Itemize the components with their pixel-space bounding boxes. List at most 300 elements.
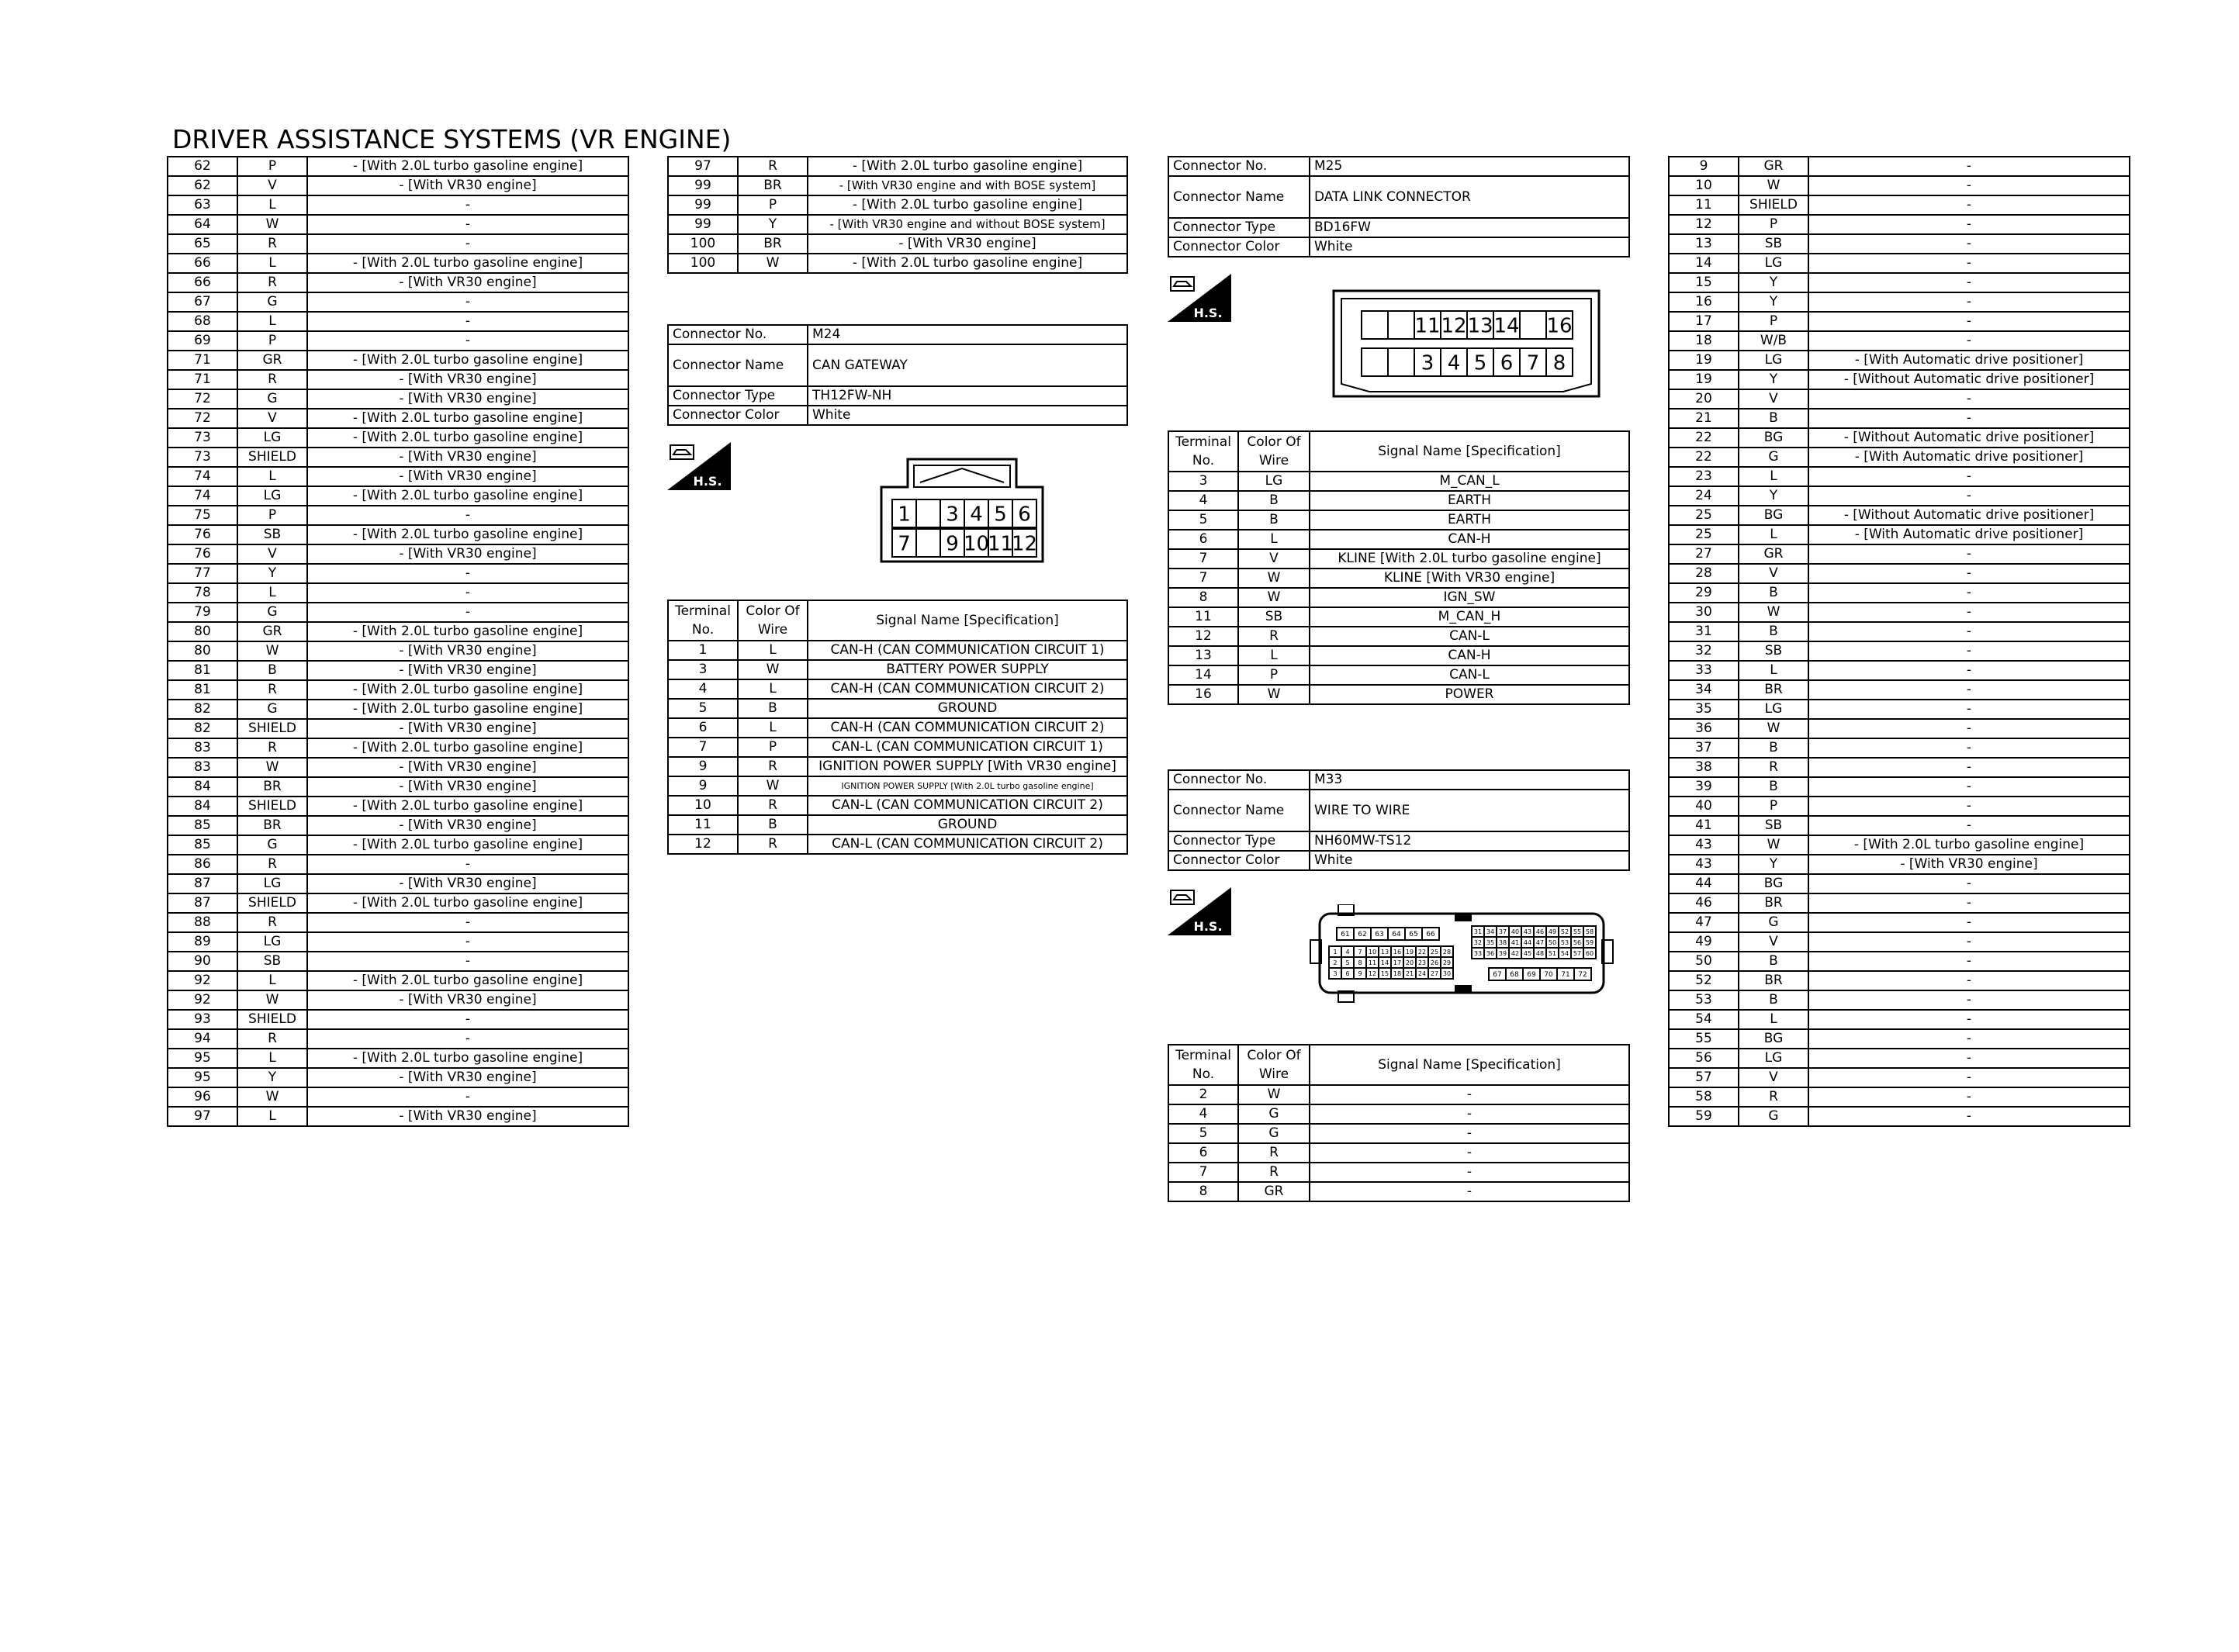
connector-pin bbox=[1520, 311, 1546, 339]
wire-color-cell: G bbox=[237, 700, 307, 719]
table-row bbox=[168, 1029, 628, 1049]
table-row bbox=[168, 913, 628, 932]
terminal-no-cell: 82 bbox=[168, 700, 237, 719]
table-row bbox=[168, 544, 628, 564]
wire-color-cell: L bbox=[237, 467, 307, 486]
wire-color-cell: Y bbox=[1739, 273, 1808, 292]
wire-color-cell: GR bbox=[237, 351, 307, 370]
table-row bbox=[1669, 797, 2130, 816]
terminal-no-cell: 84 bbox=[168, 777, 237, 797]
terminal-no-cell: 87 bbox=[168, 893, 237, 913]
connector-pin-label: 24 bbox=[1417, 969, 1427, 977]
table-row bbox=[1168, 1143, 1629, 1163]
signal-name-cell: - [With 2.0L turbo gasoline engine] bbox=[307, 622, 628, 641]
connector-pin-label: 67 bbox=[1493, 971, 1502, 980]
wire-color-cell: SB bbox=[1739, 641, 1808, 661]
terminal-no-cell: 79 bbox=[168, 603, 237, 622]
terminal-no-cell: 71 bbox=[168, 351, 237, 370]
table-row bbox=[1669, 622, 2130, 641]
signal-name-cell: - bbox=[1808, 409, 2130, 428]
wire-color-cell: L bbox=[738, 641, 808, 660]
connector-pin-label: 10 bbox=[1368, 948, 1377, 956]
connector-type-value: BD16FW bbox=[1310, 218, 1629, 237]
wire-color-cell: LG bbox=[237, 932, 307, 952]
table-row bbox=[1669, 312, 2130, 331]
signal-name-cell: - [With 2.0L turbo gasoline engine] bbox=[808, 157, 1127, 176]
connector-pin-label: 46 bbox=[1535, 928, 1545, 935]
terminal-no-cell: 39 bbox=[1669, 777, 1739, 797]
terminal-no-cell: 35 bbox=[1669, 700, 1739, 719]
terminal-no-cell: 16 bbox=[1669, 292, 1739, 312]
wire-color-cell: V bbox=[237, 544, 307, 564]
connector-pin-label: 2 bbox=[1333, 959, 1338, 966]
terminal-no-cell: 64 bbox=[168, 215, 237, 234]
table-row bbox=[668, 796, 1127, 815]
connector-pin-label: 27 bbox=[1430, 969, 1439, 977]
table-row bbox=[1168, 569, 1629, 588]
signal-name-cell: CAN-H bbox=[1310, 646, 1629, 665]
connector-pin-label: 8 bbox=[1552, 351, 1566, 375]
terminal-no-cell: 80 bbox=[168, 622, 237, 641]
signal-name-cell: - [With VR30 engine] bbox=[307, 874, 628, 893]
terminal-no-cell: 17 bbox=[1669, 312, 1739, 331]
terminal-table-m24 bbox=[667, 600, 1128, 855]
table-row bbox=[1669, 680, 2130, 700]
wire-color-cell: B bbox=[738, 699, 808, 718]
table-row bbox=[168, 234, 628, 254]
signal-name-cell: - bbox=[307, 952, 628, 971]
wire-color-cell: B bbox=[1238, 510, 1310, 530]
table-row bbox=[1669, 292, 2130, 312]
terminal-no-cell: 62 bbox=[168, 157, 237, 176]
signal-name-cell: - [With VR30 engine] bbox=[307, 544, 628, 564]
terminal-no-cell: 83 bbox=[168, 738, 237, 758]
wire-color-cell: R bbox=[237, 680, 307, 700]
terminal-no-cell: 71 bbox=[168, 370, 237, 389]
connector-pin-label: 18 bbox=[1393, 969, 1402, 977]
header-terminal-no: Terminal No. bbox=[668, 600, 738, 641]
signal-name-cell: - bbox=[1808, 603, 2130, 622]
signal-name-cell: - bbox=[1310, 1085, 1629, 1104]
terminal-no-cell: 69 bbox=[168, 331, 237, 351]
terminal-no-cell: 89 bbox=[168, 932, 237, 952]
signal-name-cell: - bbox=[1808, 874, 2130, 893]
connector-pin-label: 5 bbox=[1345, 959, 1350, 966]
wire-color-cell: L bbox=[738, 718, 808, 738]
wire-color-cell: R bbox=[1739, 758, 1808, 777]
signal-name-cell: - [With VR30 engine and without BOSE system] bbox=[808, 215, 1127, 234]
terminal-no-cell: 24 bbox=[1669, 486, 1739, 506]
wire-color-cell: W/B bbox=[1739, 331, 1808, 351]
terminal-no-cell: 81 bbox=[168, 680, 237, 700]
wire-color-cell: Y bbox=[738, 215, 808, 234]
wire-color-cell: BR bbox=[1739, 971, 1808, 990]
terminal-no-cell: 22 bbox=[1669, 448, 1739, 467]
signal-name-cell: - bbox=[1808, 680, 2130, 700]
table-row bbox=[168, 331, 628, 351]
terminal-no-cell: 20 bbox=[1669, 389, 1739, 409]
table-row bbox=[1669, 816, 2130, 835]
signal-name-cell: CAN-L (CAN COMMUNICATION CIRCUIT 1) bbox=[808, 738, 1127, 757]
table-row bbox=[1168, 510, 1629, 530]
wire-color-cell: GR bbox=[1238, 1182, 1310, 1201]
terminal-no-cell: 3 bbox=[668, 660, 738, 679]
connector-pin-label: 4 bbox=[1345, 948, 1350, 956]
signal-name-cell: - [With VR30 engine] bbox=[307, 448, 628, 467]
table-row bbox=[668, 718, 1127, 738]
connector-pin-label: 5 bbox=[1473, 351, 1487, 375]
connector-no-value: M25 bbox=[1310, 157, 1629, 176]
table-row bbox=[168, 448, 628, 467]
wire-color-cell: V bbox=[1739, 1068, 1808, 1087]
terminal-no-cell: 31 bbox=[1669, 622, 1739, 641]
wire-color-cell: LG bbox=[1739, 254, 1808, 273]
connector-pin-label: 30 bbox=[1442, 969, 1452, 977]
table-row bbox=[168, 661, 628, 680]
connector-type-value: TH12FW-NH bbox=[808, 386, 1127, 406]
signal-name-cell: - [With VR30 engine] bbox=[307, 176, 628, 195]
connector-color-value: White bbox=[808, 406, 1127, 425]
signal-name-cell: - bbox=[307, 506, 628, 525]
connector-pin-label: 39 bbox=[1498, 949, 1507, 957]
wire-color-cell: W bbox=[237, 215, 307, 234]
wire-color-cell: L bbox=[1739, 661, 1808, 680]
table-row bbox=[1669, 855, 2130, 874]
signal-name-cell: - bbox=[1808, 816, 2130, 835]
signal-name-cell: CAN-H (CAN COMMUNICATION CIRCUIT 2) bbox=[808, 718, 1127, 738]
connector-pin-label: 7 bbox=[898, 532, 911, 556]
connector-pin bbox=[1362, 311, 1388, 339]
terminal-no-cell: 43 bbox=[1669, 855, 1739, 874]
connector-pin-label: 7 bbox=[1526, 351, 1540, 375]
table-row bbox=[168, 176, 628, 195]
signal-name-cell: - bbox=[307, 234, 628, 254]
signal-name-cell: - bbox=[1808, 583, 2130, 603]
signal-name-cell: - bbox=[1808, 738, 2130, 758]
wire-color-cell: P bbox=[237, 331, 307, 351]
terminal-no-cell: 99 bbox=[668, 195, 738, 215]
wire-color-cell: Y bbox=[1739, 370, 1808, 389]
signal-name-cell: - [With VR30 engine] bbox=[1808, 855, 2130, 874]
wire-color-cell: P bbox=[237, 506, 307, 525]
terminal-no-cell: 47 bbox=[1669, 913, 1739, 932]
wire-color-cell: L bbox=[1238, 530, 1310, 549]
connector-pin-label: 63 bbox=[1375, 931, 1384, 939]
terminal-no-cell: 11 bbox=[668, 815, 738, 835]
terminal-no-cell: 87 bbox=[168, 874, 237, 893]
table-row bbox=[168, 564, 628, 583]
wire-color-cell: BG bbox=[1739, 874, 1808, 893]
terminal-no-cell: 28 bbox=[1669, 564, 1739, 583]
connector-pin-label: 32 bbox=[1473, 938, 1483, 946]
signal-name-cell: - [With VR30 engine] bbox=[307, 719, 628, 738]
wire-color-cell: SB bbox=[1739, 234, 1808, 254]
table-row bbox=[1669, 641, 2130, 661]
table-row bbox=[168, 1068, 628, 1087]
wire-color-cell: Y bbox=[1739, 486, 1808, 506]
wire-color-cell: SB bbox=[237, 952, 307, 971]
table-row bbox=[668, 660, 1127, 679]
connector-pin-label: 12 bbox=[1441, 314, 1467, 338]
signal-name-cell: IGN_SW bbox=[1310, 588, 1629, 607]
signal-name-cell: - bbox=[1808, 971, 2130, 990]
wire-color-cell: L bbox=[237, 195, 307, 215]
wire-color-cell: SB bbox=[1238, 607, 1310, 627]
connector-pin-label: 15 bbox=[1380, 969, 1389, 977]
wire-color-cell: B bbox=[1739, 738, 1808, 758]
connector-pin-label: 1 bbox=[1333, 948, 1338, 956]
signal-name-cell: - bbox=[1808, 1029, 2130, 1049]
connector-pin-label: 34 bbox=[1486, 928, 1495, 935]
table-row bbox=[1168, 1124, 1629, 1143]
wire-color-cell: SB bbox=[237, 525, 307, 544]
signal-name-cell: - bbox=[1808, 312, 2130, 331]
wire-color-cell: G bbox=[1739, 448, 1808, 467]
terminal-no-cell: 55 bbox=[1669, 1029, 1739, 1049]
signal-name-cell: CAN-H bbox=[1310, 530, 1629, 549]
table-row bbox=[1669, 661, 2130, 680]
signal-name-cell: - bbox=[307, 312, 628, 331]
signal-name-cell: - bbox=[307, 331, 628, 351]
table-row bbox=[1168, 1085, 1629, 1104]
terminal-no-cell: 2 bbox=[1168, 1085, 1238, 1104]
wire-color-cell: G bbox=[237, 835, 307, 855]
connector-pin-label: 68 bbox=[1510, 971, 1519, 980]
terminal-no-cell: 80 bbox=[168, 641, 237, 661]
wire-color-cell: R bbox=[738, 757, 808, 776]
signal-name-cell: - [With 2.0L turbo gasoline engine] bbox=[307, 525, 628, 544]
terminal-no-cell: 100 bbox=[668, 254, 738, 273]
connector-pin-label: 14 bbox=[1380, 959, 1389, 966]
connector-pin-label: 72 bbox=[1578, 971, 1587, 980]
wire-color-cell: G bbox=[1739, 913, 1808, 932]
table-row bbox=[168, 351, 628, 370]
signal-name-cell: GROUND bbox=[808, 815, 1127, 835]
table-row bbox=[668, 176, 1127, 195]
table-row bbox=[1669, 758, 2130, 777]
terminal-no-cell: 88 bbox=[168, 913, 237, 932]
signal-name-cell: - [Without Automatic drive positioner] bbox=[1808, 370, 2130, 389]
table-row bbox=[1669, 835, 2130, 855]
terminal-no-cell: 5 bbox=[668, 699, 738, 718]
table-row bbox=[168, 389, 628, 409]
wire-color-cell: BR bbox=[738, 234, 808, 254]
signal-name-cell: - bbox=[307, 913, 628, 932]
table-row bbox=[168, 835, 628, 855]
signal-name-cell: - bbox=[1310, 1124, 1629, 1143]
table-row bbox=[1669, 486, 2130, 506]
connector-pin-label: 13 bbox=[1380, 948, 1389, 956]
connector-pin-label: 61 bbox=[1341, 931, 1350, 939]
table-row bbox=[168, 680, 628, 700]
connector-pin-label: 6 bbox=[1500, 351, 1514, 375]
connector-pin-label: 70 bbox=[1544, 971, 1553, 980]
wire-color-cell: L bbox=[1739, 467, 1808, 486]
table-row bbox=[168, 506, 628, 525]
table-row bbox=[668, 215, 1127, 234]
signal-name-cell: - [With 2.0L turbo gasoline engine] bbox=[307, 797, 628, 816]
table-row bbox=[1669, 1010, 2130, 1029]
signal-name-cell: IGNITION POWER SUPPLY [With 2.0L turbo gasoline engine] bbox=[808, 776, 1127, 796]
wire-color-cell: B bbox=[1739, 583, 1808, 603]
table-row bbox=[1669, 157, 2130, 176]
terminal-table-col2 bbox=[667, 156, 1128, 274]
connector-pin-label: 21 bbox=[1405, 969, 1414, 977]
table-row bbox=[1669, 331, 2130, 351]
wire-color-cell: W bbox=[237, 1087, 307, 1107]
connector-pin-label: 11 bbox=[1414, 314, 1441, 338]
connector-pin-label: 29 bbox=[1442, 959, 1452, 966]
signal-name-cell: M_CAN_L bbox=[1310, 472, 1629, 491]
wire-color-cell: P bbox=[1238, 665, 1310, 685]
terminal-no-cell: 58 bbox=[1669, 1087, 1739, 1107]
terminal-no-cell: 85 bbox=[168, 835, 237, 855]
terminal-no-cell: 9 bbox=[668, 757, 738, 776]
connector-pin-label: 6 bbox=[1345, 969, 1350, 977]
wire-color-cell: W bbox=[1739, 719, 1808, 738]
wire-color-cell: V bbox=[237, 176, 307, 195]
connector-pin-label: 3 bbox=[946, 503, 959, 527]
signal-name-cell: - bbox=[307, 292, 628, 312]
connector-pin-label: 1 bbox=[898, 503, 911, 527]
signal-name-cell: - bbox=[307, 583, 628, 603]
table-row bbox=[168, 874, 628, 893]
connector-pin-label: 28 bbox=[1442, 948, 1452, 956]
connector-pin bbox=[916, 529, 940, 557]
wire-color-cell: L bbox=[1739, 1010, 1808, 1029]
terminal-no-cell: 8 bbox=[1168, 588, 1238, 607]
signal-name-cell: - bbox=[1310, 1182, 1629, 1201]
signal-name-cell: - [With 2.0L turbo gasoline engine] bbox=[307, 738, 628, 758]
table-row bbox=[168, 622, 628, 641]
wire-color-cell: V bbox=[1739, 932, 1808, 952]
table-row bbox=[168, 603, 628, 622]
terminal-no-cell: 52 bbox=[1669, 971, 1739, 990]
wire-color-cell: BG bbox=[1739, 506, 1808, 525]
connector-pin-label: 25 bbox=[1430, 948, 1439, 956]
signal-name-cell: - bbox=[1808, 544, 2130, 564]
table-row bbox=[668, 641, 1127, 660]
connector-pin-label: 37 bbox=[1498, 928, 1507, 935]
connector-color-label: Connector Color bbox=[1168, 237, 1310, 257]
connector-pin-label: 50 bbox=[1548, 938, 1557, 946]
wire-color-cell: R bbox=[1238, 1163, 1310, 1182]
wire-color-cell: R bbox=[237, 913, 307, 932]
terminal-no-cell: 32 bbox=[1669, 641, 1739, 661]
terminal-no-cell: 92 bbox=[168, 990, 237, 1010]
connector-pin-label: 44 bbox=[1523, 938, 1532, 946]
connector-pin-label: 3 bbox=[1421, 351, 1434, 375]
table-row bbox=[1669, 874, 2130, 893]
table-row bbox=[168, 971, 628, 990]
signal-name-cell: - bbox=[1808, 292, 2130, 312]
signal-name-cell: - bbox=[1808, 932, 2130, 952]
connector-pin-label: 4 bbox=[970, 503, 983, 527]
signal-name-cell: - bbox=[1808, 797, 2130, 816]
header-color-of-wire: Color Of Wire bbox=[1238, 431, 1310, 472]
terminal-no-cell: 10 bbox=[668, 796, 738, 815]
terminal-no-cell: 72 bbox=[168, 389, 237, 409]
signal-name-cell: - [With Automatic drive positioner] bbox=[1808, 448, 2130, 467]
connector-pin-label: 16 bbox=[1393, 948, 1402, 956]
wire-color-cell: G bbox=[237, 389, 307, 409]
terminal-no-cell: 25 bbox=[1669, 525, 1739, 544]
connector-type-label: Connector Type bbox=[1168, 218, 1310, 237]
signal-name-cell: - [With Automatic drive positioner] bbox=[1808, 351, 2130, 370]
terminal-no-cell: 1 bbox=[668, 641, 738, 660]
wire-color-cell: P bbox=[738, 738, 808, 757]
signal-name-cell: - [Without Automatic drive positioner] bbox=[1808, 428, 2130, 448]
connector-pin-label: 33 bbox=[1473, 949, 1483, 957]
signal-name-cell: - bbox=[307, 855, 628, 874]
connector-pin bbox=[1362, 348, 1388, 376]
terminal-no-cell: 41 bbox=[1669, 816, 1739, 835]
terminal-no-cell: 72 bbox=[168, 409, 237, 428]
terminal-no-cell: 38 bbox=[1669, 758, 1739, 777]
signal-name-cell: - [With 2.0L turbo gasoline engine] bbox=[307, 1049, 628, 1068]
terminal-no-cell: 19 bbox=[1669, 370, 1739, 389]
table-row bbox=[168, 1107, 628, 1126]
connector-pin-label: 5 bbox=[994, 503, 1007, 527]
signal-name-cell: - [With VR30 engine] bbox=[307, 777, 628, 797]
wire-color-cell: R bbox=[237, 1029, 307, 1049]
signal-name-cell: - bbox=[1808, 661, 2130, 680]
wire-color-cell: Y bbox=[1739, 292, 1808, 312]
table-row bbox=[168, 157, 628, 176]
wire-color-cell: B bbox=[1739, 622, 1808, 641]
wire-color-cell: R bbox=[738, 157, 808, 176]
wire-color-cell: BR bbox=[237, 816, 307, 835]
terminal-no-cell: 12 bbox=[1669, 215, 1739, 234]
wire-color-cell: G bbox=[1238, 1104, 1310, 1124]
terminal-no-cell: 66 bbox=[168, 254, 237, 273]
table-row bbox=[668, 157, 1127, 176]
terminal-no-cell: 68 bbox=[168, 312, 237, 331]
wire-color-cell: P bbox=[1739, 797, 1808, 816]
terminal-no-cell: 93 bbox=[168, 1010, 237, 1029]
table-row bbox=[168, 641, 628, 661]
connector-pin-label: 7 bbox=[1358, 948, 1362, 956]
connector-pin-label: 52 bbox=[1560, 928, 1569, 935]
table-row bbox=[1669, 777, 2130, 797]
wire-color-cell: W bbox=[237, 641, 307, 661]
connector-pin bbox=[916, 499, 940, 527]
table-row bbox=[168, 719, 628, 738]
wire-color-cell: BG bbox=[1739, 428, 1808, 448]
signal-name-cell: - [With 2.0L turbo gasoline engine] bbox=[307, 700, 628, 719]
connector-name-value: DATA LINK CONNECTOR bbox=[1310, 176, 1629, 218]
terminal-no-cell: 6 bbox=[1168, 1143, 1238, 1163]
connector-pin-label: 41 bbox=[1511, 938, 1520, 946]
terminal-table-m33 bbox=[1168, 1044, 1630, 1202]
wire-color-cell: SB bbox=[1739, 816, 1808, 835]
signal-name-cell: - bbox=[1808, 719, 2130, 738]
table-row bbox=[1168, 588, 1629, 607]
connector-pin-label: 36 bbox=[1486, 949, 1495, 957]
table-row bbox=[1669, 506, 2130, 525]
terminal-no-cell: 11 bbox=[1168, 607, 1238, 627]
table-row bbox=[1669, 544, 2130, 564]
terminal-no-cell: 12 bbox=[1168, 627, 1238, 646]
connector-pin-label: 9 bbox=[946, 532, 959, 556]
terminal-no-cell: 99 bbox=[668, 176, 738, 195]
terminal-no-cell: 76 bbox=[168, 544, 237, 564]
table-row bbox=[668, 254, 1127, 273]
terminal-table-m25 bbox=[1168, 430, 1630, 705]
signal-name-cell: - bbox=[307, 195, 628, 215]
table-row bbox=[168, 893, 628, 913]
signal-name-cell: - bbox=[1310, 1104, 1629, 1124]
